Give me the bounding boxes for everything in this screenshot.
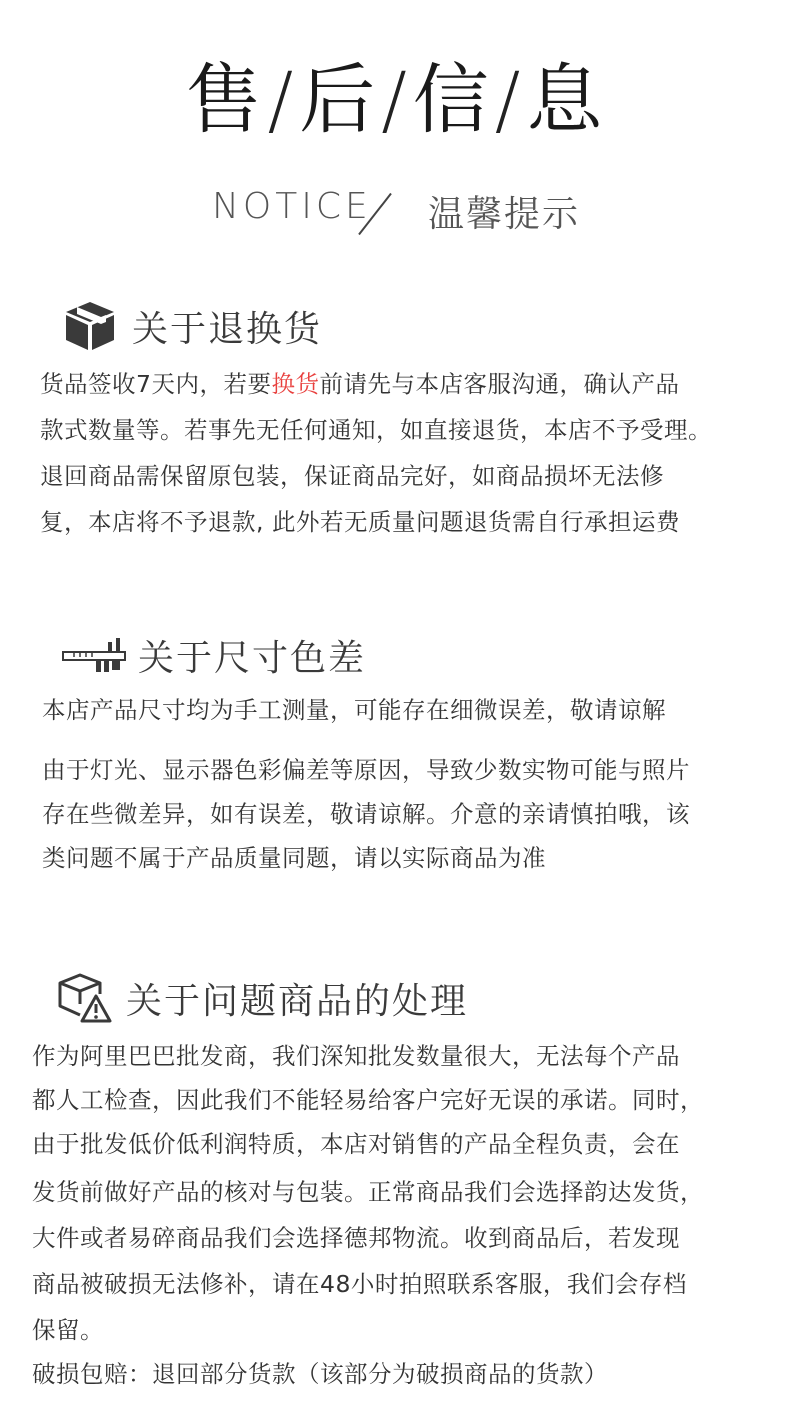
text-segment: 前请先与本店客服沟通，确认产品 bbox=[319, 370, 680, 398]
paragraph-line: 类问题不属于产品质量同题，请以实际商品为准 bbox=[42, 844, 546, 872]
package-box-icon bbox=[62, 300, 118, 352]
text-segment: 货品签收7天内，若要 bbox=[40, 370, 272, 398]
title-slash: / bbox=[494, 55, 523, 144]
title-slash: / bbox=[267, 55, 296, 144]
section-heading-problem-goods bbox=[56, 972, 468, 1024]
paragraph-line: 退回商品需保留原包装，保证商品完好，如商品损坏无法修 bbox=[40, 462, 664, 490]
paragraph-line: 都人工检查，因此我们不能轻易给客户完好无误的承诺。同时， bbox=[32, 1086, 704, 1114]
paragraph-line: 款式数量等。若事先无任何通知，如直接退货，本店不予受理。 bbox=[40, 416, 712, 444]
paragraph-line: 复，本店将不予退款, 此外若无质量问题退货需自行承担运费 bbox=[40, 508, 680, 536]
section-heading-returns bbox=[62, 300, 322, 352]
title-slash: / bbox=[381, 55, 409, 144]
section-title: 关于问题商品的处理 bbox=[126, 980, 469, 1022]
paragraph-line: 由于批发低价低利润特质，本店对销售的产品全程负责，会在 bbox=[32, 1130, 680, 1158]
paragraph-line: 作为阿里巴巴批发商，我们深知批发数量很大，无法每个产品 bbox=[32, 1042, 680, 1070]
paragraph-line: 存在些微差异，如有误差，敬请谅解。介意的亲请慎拍哦，该 bbox=[42, 800, 690, 828]
section-title: 关于尺寸色差 bbox=[138, 638, 367, 679]
subtitle-english: NOTICE bbox=[212, 186, 372, 227]
title-char: 后 bbox=[299, 55, 378, 144]
title-char: 息 bbox=[526, 55, 605, 144]
section-heading-size-color bbox=[62, 630, 366, 681]
page-subtitle bbox=[0, 186, 790, 236]
paragraph-line: 破损包赔：退回部分货款（该部分为破损商品的货款） bbox=[32, 1360, 608, 1388]
caliper-ruler-icon bbox=[62, 636, 128, 676]
title-char: 信 bbox=[412, 55, 491, 144]
section-title: 关于退换货 bbox=[132, 308, 323, 350]
damaged-box-warning-icon bbox=[56, 972, 112, 1024]
paragraph-line: 本店产品尺寸均为手工测量，可能存在细微误差，敬请谅解 bbox=[42, 696, 666, 724]
subtitle-chinese: 温馨提示 bbox=[428, 194, 581, 235]
paragraph-line bbox=[40, 362, 679, 407]
highlight-text: 换货 bbox=[271, 370, 320, 398]
paragraph-line: 发货前做好产品的核对与包装。正常商品我们会选择韵达发货， bbox=[32, 1178, 704, 1206]
title-char: 售 bbox=[185, 55, 264, 144]
paragraph-line: 大件或者易碎商品我们会选择德邦物流。收到商品后，若发现 bbox=[32, 1224, 680, 1252]
page-title bbox=[0, 55, 790, 144]
paragraph-line: 保留。 bbox=[32, 1316, 104, 1344]
paragraph-line: 由于灯光、显示器色彩偏差等原因，导致少数实物可能与照片 bbox=[42, 756, 690, 784]
paragraph-line: 商品被破损无法修补，请在48小时拍照联系客服，我们会存档 bbox=[32, 1270, 687, 1298]
